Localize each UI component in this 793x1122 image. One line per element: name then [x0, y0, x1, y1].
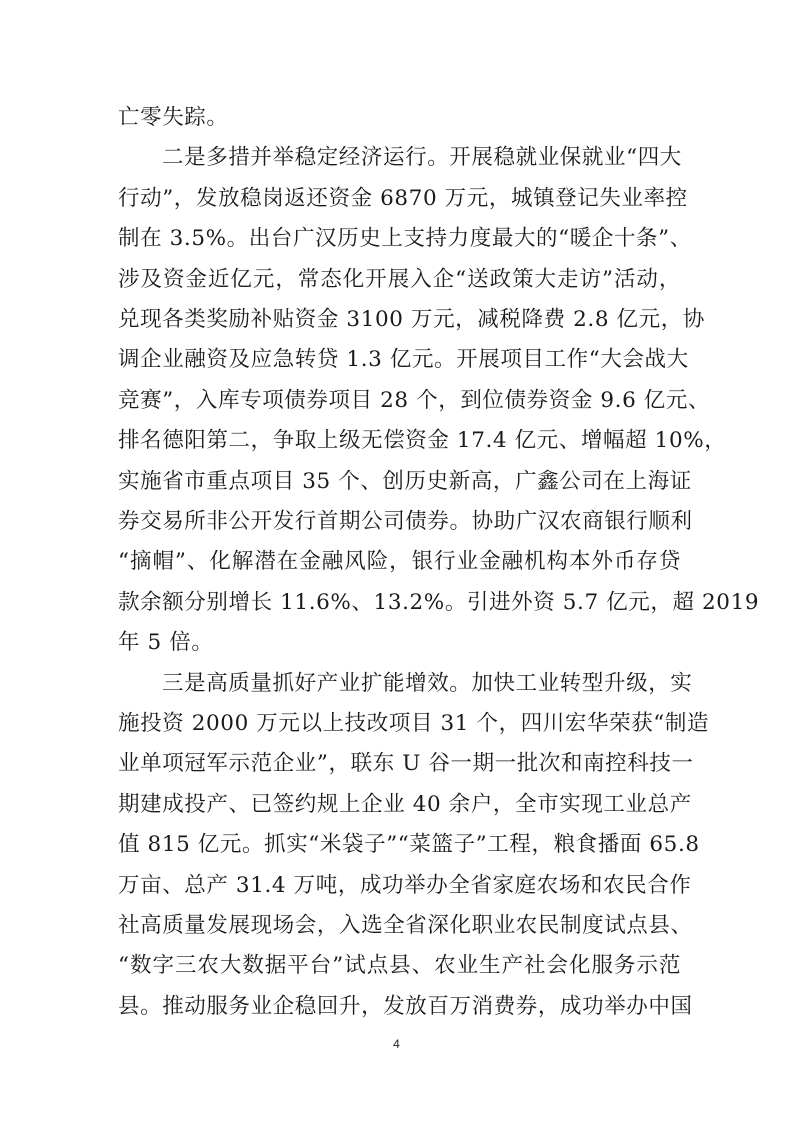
text-line: 业单项冠军示范企业”，联东 U 谷一期一批次和南控科技一 [118, 751, 694, 777]
text-line: 制在 3.5%。出台广汉历史上支持力度最大的“暖企十条”、 [118, 226, 692, 252]
text-line: 涉及资金近亿元，常态化开展入企“送政策大走访”活动， [118, 266, 681, 292]
text-line: 款余额分别增长 11.6%、13.2%。引进外资 5.7 亿元，超 2019 [118, 589, 760, 615]
text-line: 年 5 倍。 [118, 630, 214, 656]
text-line: 行动”，发放稳岗返还资金 6870 万元，城镇登记失业率控 [118, 185, 688, 211]
text-line: 值 815 亿元。抓实“米袋子”“菜篮子”工程，粮食播面 65.8 [118, 832, 700, 858]
text-line: 万亩、总产 31.4 万吨，成功举办全省家庭农场和农民合作 [118, 872, 692, 898]
paragraph-2-first-line: 二是多措并举稳定经济运行。开展稳就业保就业“四大 [162, 145, 682, 171]
text-line: 实施省市重点项目 35 个、创历史新高，广鑫公司在上海证 [118, 468, 692, 494]
text-line: “数字三农大数据平台”试点县、农业生产社会化服务示范 [118, 953, 681, 979]
page-number: 4 [393, 1037, 400, 1051]
text-line: 县。推动服务业企稳回升，发放百万消费券，成功举办中国 [118, 993, 693, 1019]
text-line: 排名德阳第二，争取上级无偿资金 17.4 亿元、增幅超 10%， [118, 428, 727, 454]
text-line: 亡零失踪。 [118, 105, 229, 130]
text-line: 兑现各类奖励补贴资金 3100 万元，减税降费 2.8 亿元，协 [118, 307, 705, 332]
text-line: “摘帽”、化解潜在金融风险，银行业金融机构本外币存贷 [118, 549, 681, 575]
text-line: 调企业融资及应急转贷 1.3 亿元。开展项目工作“大会战大 [118, 347, 689, 373]
text-line: 社高质量发展现场会，入选全省深化职业农民制度试点县、 [118, 913, 693, 938]
text-line: 期建成投产、已签约规上企业 40 余户，全市实现工业总产 [118, 791, 692, 817]
paragraph-3-first-line: 三是高质量抓好产业扩能增效。加快工业转型升级，实 [162, 670, 693, 696]
text-line: 券交易所非公开发行首期公司债券。协助广汉农商银行顺利 [118, 509, 693, 534]
text-line: 竞赛”，入库专项债券项目 28 个，到位债券资金 9.6 亿元、 [118, 387, 711, 413]
text-line: 施投资 2000 万元以上技改项目 31 个，四川宏华荣获“制造 [118, 711, 710, 736]
